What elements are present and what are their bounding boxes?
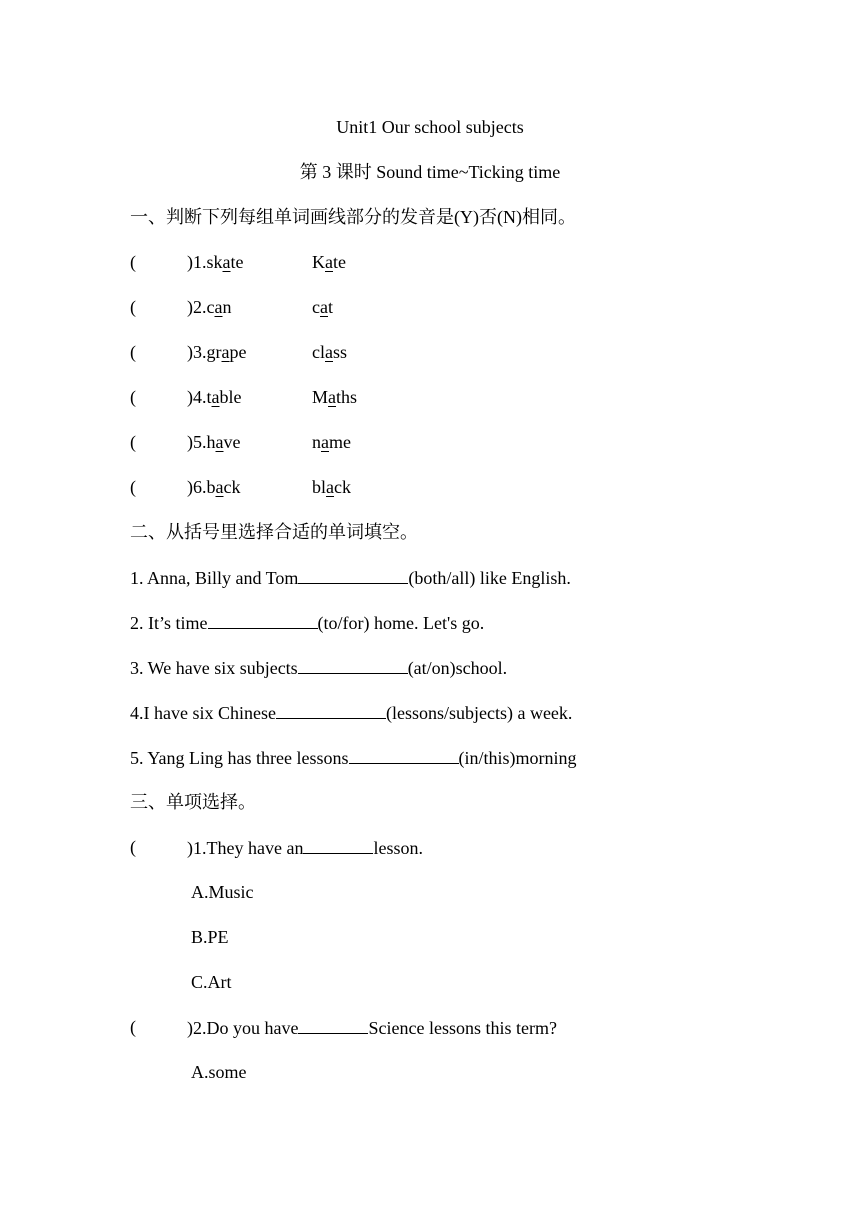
answer-blank[interactable]: [298, 565, 408, 584]
answer-blank[interactable]: [276, 700, 386, 719]
answer-paren: (: [130, 297, 136, 317]
answer-paren: (: [130, 252, 136, 272]
word2: class: [312, 342, 348, 362]
answer-paren: (: [130, 1017, 136, 1037]
section1-heading: 一、判断下列每组单词画线部分的发音是(Y)否(N)相同。: [130, 207, 576, 227]
option-a: A.some: [191, 1062, 247, 1082]
choice-question: [130, 835, 730, 859]
word1: )4.table: [187, 387, 242, 407]
word1: )5.have: [187, 432, 241, 452]
answer-blank[interactable]: [208, 610, 318, 629]
fill-blank-item: 2. It’s time (to/for) home. Let's go.: [130, 610, 484, 635]
word1: )1.skate: [187, 252, 244, 272]
pronunciation-row: [130, 385, 730, 409]
option-b: B.PE: [191, 927, 229, 947]
word2: Kate: [312, 252, 346, 272]
pronunciation-row: [130, 295, 730, 319]
answer-paren: (: [130, 477, 136, 497]
word1: )3.grape: [187, 342, 247, 362]
answer-blank[interactable]: [349, 745, 459, 764]
answer-paren: (: [130, 837, 136, 857]
option-c: C.Art: [191, 972, 232, 992]
answer-blank[interactable]: [298, 655, 408, 674]
section3-heading: 三、单项选择。: [130, 792, 256, 812]
word1: )2.can: [187, 297, 232, 317]
word2: black: [312, 477, 352, 497]
option-a: A.Music: [191, 882, 254, 902]
answer-paren: (: [130, 387, 136, 407]
lesson-subtitle: 第 3 课时 Sound time~Ticking time: [299, 162, 561, 182]
answer-paren: (: [130, 342, 136, 362]
answer-blank[interactable]: [298, 1015, 368, 1034]
word2: Maths: [312, 387, 358, 407]
fill-blank-item: 3. We have six subjects (at/on)school.: [130, 655, 507, 680]
answer-paren: (: [130, 432, 136, 452]
question-text: )1.They have an lesson.: [187, 835, 423, 860]
answer-blank[interactable]: [303, 835, 373, 854]
word1: )6.back: [187, 477, 241, 497]
pronunciation-row: [130, 475, 730, 499]
page-title: Unit1 Our school subjects: [336, 117, 524, 137]
choice-question: [130, 1015, 730, 1039]
word2: name: [312, 432, 351, 452]
pronunciation-row: [130, 430, 730, 454]
fill-blank-item: 4.I have six Chinese (lessons/subjects) a week.: [130, 700, 572, 725]
question-text: )2.Do you have Science lessons this term?: [187, 1015, 557, 1040]
fill-blank-item: 5. Yang Ling has three lessons (in/this)morning: [130, 745, 577, 770]
word2: cat: [312, 297, 334, 317]
pronunciation-row: [130, 340, 730, 364]
section2-heading: 二、从括号里选择合适的单词填空。: [130, 522, 418, 542]
pronunciation-row: [130, 250, 730, 274]
fill-blank-item: 1. Anna, Billy and Tom (both/all) like English.: [130, 565, 571, 590]
